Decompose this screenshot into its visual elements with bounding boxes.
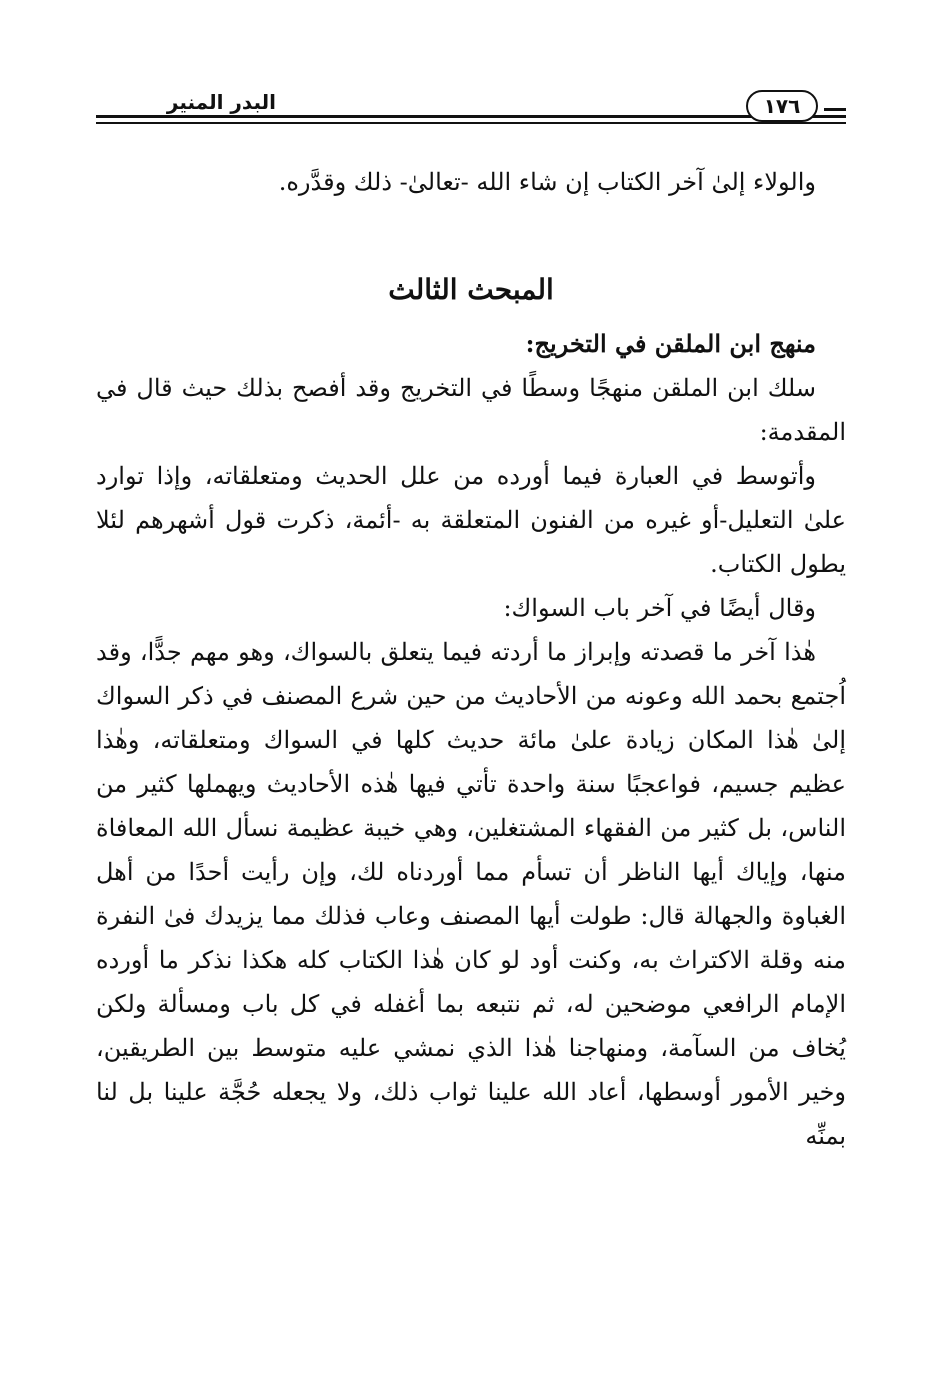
header-rule-end xyxy=(824,108,846,111)
header-rule-thick xyxy=(96,115,846,118)
paragraph: وقال أيضًا في آخر باب السواك: xyxy=(503,594,816,622)
page-header xyxy=(96,84,846,130)
paragraph: هٰذا آخر ما قصدته وإبراز ما أردته فيما يتعلق بالسواك، وهو مهم جدًّا، وقد اُجتمع بحمد الله وعونه من الأحاديث من حين شرع المصنف في ذكر السواك إلىٰ هٰذا المكان زيادة علىٰ مائة حديث كلها في السواك ومتعلقاته، وهٰذا عظيم جسيم، فواعجبًا سنة واحدة تأتي فيها هٰذه الأحاديث ويهملها كثير من الناس، بل كثير من الفقهاء المشتغلين، وهي خيبة عظيمة نسأل الله المعافاة منها، وإياك أيها الناظر أن تسأم مما أوردناه لك، وإن رأيت أحدًا من أهل الغباوة والجهالة قال: طولت أيها المصنف وعاب فذلك مما يزيدك فىٰ النفرة منه وقلة الاكتراث به، وكنت أود لو كان هٰذا الكتاب كله هكذا نذكر ما أورده الإمام الرافعي موضحين له، ثم نتبعه بما أغفله في كل باب ومسألة ولكن يُخاف من السآمة، ومنهاجنا هٰذا الذي نمشي عليه متوسط بين الطريقين، وخير الأمور أوسطها، أعاد الله علينا ثواب ذلك، ولا يجعله حُجَّة علينا بل لنا بمنِّه xyxy=(96,638,846,1150)
subheading: منهج ابن الملقن في التخريج: xyxy=(525,329,816,358)
paragraph: سلك ابن الملقن منهجًا وسطًا في التخريج وقد أفصح بذلك حيث قال في المقدمة: xyxy=(96,374,846,446)
running-title: البدر المنير xyxy=(166,90,276,114)
paragraph: وأتوسط في العبارة فيما أورده من علل الحديث ومتعلقاته، وإذا توارد علىٰ التعليل-أو غيره من الفنون المتعلقة به -أئمة، ذكرت قول أشهرهم لئلا يطول الكتاب. xyxy=(96,462,846,578)
page-number: ١٧٦ xyxy=(746,90,818,122)
opening-line: والولاء إلىٰ آخر الكتاب إن شاء الله -تعالىٰ- ذلك وقدَّره. xyxy=(278,168,816,196)
page-body xyxy=(96,160,846,1158)
section-title: المبحث الثالث xyxy=(388,273,554,306)
header-rule-thin xyxy=(96,122,846,124)
